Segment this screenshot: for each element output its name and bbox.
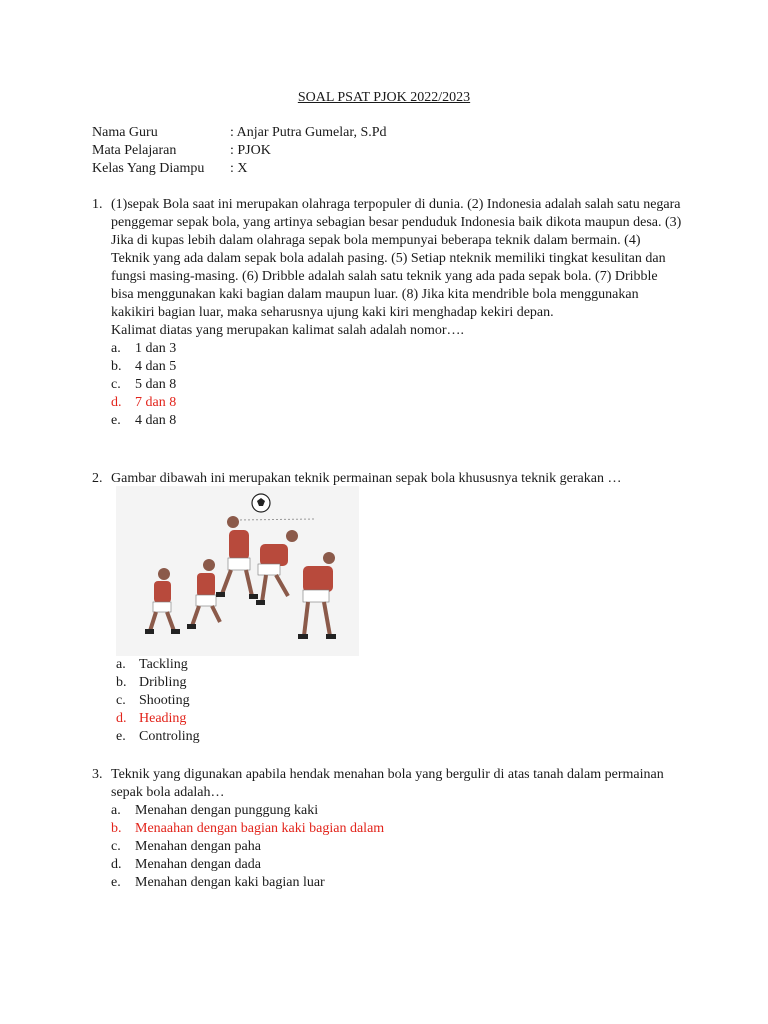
info-label: Nama Guru	[92, 125, 158, 140]
option-text: Heading	[139, 711, 187, 726]
option-list	[111, 802, 682, 892]
option-letter: d.	[116, 711, 127, 726]
option-letter: c.	[111, 377, 121, 392]
option-letter: b.	[116, 675, 127, 690]
option-a[interactable]	[111, 340, 682, 358]
info-label: Kelas Yang Diampu	[92, 161, 205, 176]
option-text: Controling	[139, 729, 200, 744]
option-letter: e.	[111, 413, 121, 428]
option-d-answer[interactable]	[111, 394, 682, 412]
question-number: 2.	[92, 471, 103, 486]
option-d-answer[interactable]	[116, 710, 200, 728]
option-letter: a.	[111, 803, 121, 818]
question-prompt: Kalimat diatas yang merupakan kalimat salah adalah nomor….	[111, 323, 464, 338]
info-value: : Anjar Putra Gumelar, S.Pd	[230, 125, 387, 140]
option-text: Menahan dengan kaki bagian luar	[135, 875, 325, 890]
option-e[interactable]	[111, 874, 682, 892]
option-letter: c.	[116, 693, 126, 708]
option-letter: d.	[111, 857, 122, 872]
question-number: 3.	[92, 767, 103, 782]
option-text: Menahan dengan paha	[135, 839, 261, 854]
option-letter: e.	[116, 729, 126, 744]
question-3	[92, 766, 682, 892]
option-b[interactable]	[116, 674, 200, 692]
option-b-answer[interactable]	[111, 820, 682, 838]
option-text: 4 dan 5	[135, 359, 177, 374]
option-text: 5 dan 8	[135, 377, 177, 392]
option-letter: b.	[111, 821, 122, 836]
option-e[interactable]	[111, 412, 682, 430]
option-a[interactable]	[111, 802, 682, 820]
option-text: Dribling	[139, 675, 187, 690]
option-list-q2	[116, 656, 200, 746]
info-label: Mata Pelajaran	[92, 143, 177, 158]
heading-sequence-illustration	[116, 486, 359, 656]
question-text: Teknik yang digunakan apabila hendak menahan bola yang bergulir di atas tanah dalam permainan sepak bola adalah…	[111, 767, 664, 800]
info-value: : X	[230, 161, 248, 176]
heading-figure-svg	[116, 486, 359, 656]
ball-icon	[252, 494, 270, 512]
option-text: Menahan dengan dada	[135, 857, 261, 872]
option-c[interactable]	[116, 692, 200, 710]
option-letter: b.	[111, 359, 122, 374]
teacher-info	[92, 124, 387, 178]
option-e[interactable]	[116, 728, 200, 746]
option-d[interactable]	[111, 856, 682, 874]
option-letter: a.	[111, 341, 121, 356]
option-b[interactable]	[111, 358, 682, 376]
option-letter: a.	[116, 657, 126, 672]
info-row-class	[92, 160, 387, 178]
question-text: Gambar dibawah ini merupakan teknik permainan sepak bola khususnya teknik gerakan …	[111, 471, 622, 486]
info-value: : PJOK	[230, 143, 271, 158]
option-text: 4 dan 8	[135, 413, 177, 428]
question-number: 1.	[92, 197, 103, 212]
option-letter: e.	[111, 875, 121, 890]
option-text: Menaahan dengan bagian kaki bagian dalam	[135, 821, 385, 836]
question-body	[111, 196, 682, 430]
option-text: 7 dan 8	[135, 395, 177, 410]
question-text: (1)sepak Bola saat ini merupakan olahraga terpopuler di dunia. (2) Indonesia adalah salah satu negara penggemar sepak bola, yang artinya sebagian besar penduduk Indonesia baik dikota maupun desa. (3) Jika di kupas lebih dalam olahraga sepak bola mempunyai beberapa teknik dalam bermain. (4) Teknik yang ada dalam sepak bola adalah pasing. (5) Setiap nteknik memiliki tingkat kesulitan dan fungsi masing-masing. (6) Dribble adalah salah satu teknik yang ada pada sepak bola. (7) Dribble bisa menggunakan kaki bagian dalam maupun luar. (8) Jika kita mendrible bola menggunakan kakikiri bagian luar, maka seharusnya ujung kaki kiri menghadap kekiri depan.	[111, 197, 682, 320]
option-c[interactable]	[111, 376, 682, 394]
option-text: 1 dan 3	[135, 341, 177, 356]
option-text: Menahan dengan punggung kaki	[135, 803, 319, 818]
question-1	[92, 196, 682, 430]
info-row-teacher	[92, 124, 387, 142]
document-title: SOAL PSAT PJOK 2022/2023	[297, 90, 471, 105]
option-list	[111, 340, 682, 430]
info-row-subject	[92, 142, 387, 160]
question-body	[111, 766, 682, 892]
option-letter: d.	[111, 395, 122, 410]
option-c[interactable]	[111, 838, 682, 856]
option-letter: c.	[111, 839, 121, 854]
option-text: Tackling	[139, 657, 188, 672]
option-text: Shooting	[139, 693, 190, 708]
option-a[interactable]	[116, 656, 200, 674]
